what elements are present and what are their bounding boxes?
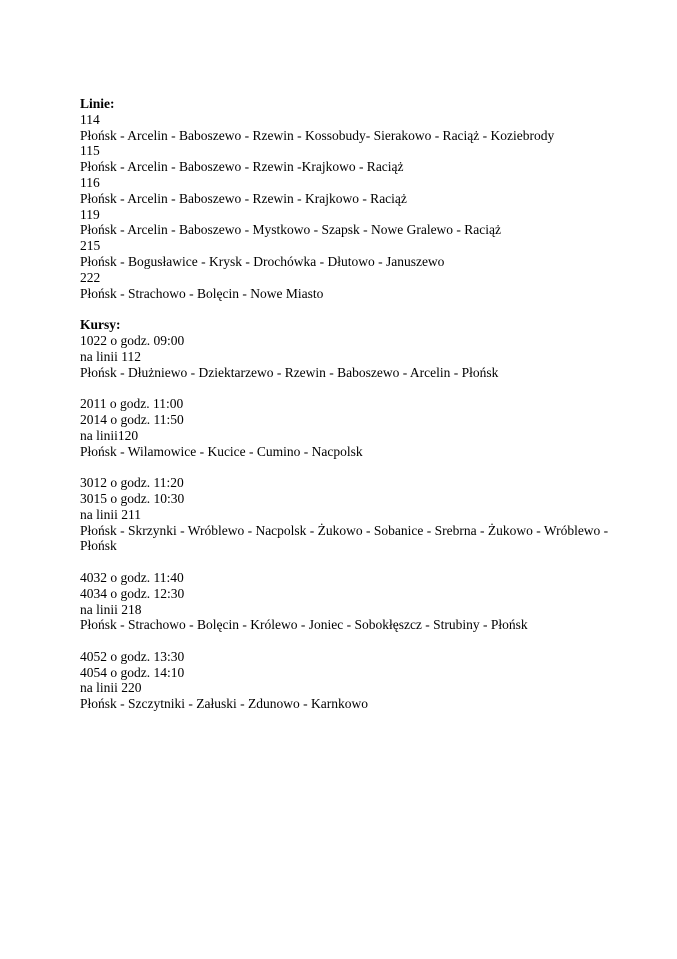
lines-list [80,112,620,302]
group-spacer [80,459,620,475]
group-spacer [80,633,620,649]
section-spacer [80,301,620,317]
course-time: 3012 o godz. 11:20 [80,475,184,491]
course-time: 3015 o godz. 10:30 [80,490,185,506]
line-route-116: Płońsk - Arcelin - Baboszewo - Rzewin - Krajkowo - Raciąż [80,190,407,206]
line-number-215: 215 [80,238,101,254]
course-route: Płońsk - Strachowo - Bolęcin - Królewo - Joniec - Sobokłęszcz - Strubiny - Płońsk [80,617,528,633]
course-line: na linii 220 [80,680,142,696]
line-route-119: Płońsk - Arcelin - Baboszewo - Mystkowo - Szapsk - Nowe Gralewo - Raciąż [80,222,502,238]
course-group-2 [80,396,620,459]
course-group-5 [80,649,620,712]
course-line: na linii120 [80,427,139,443]
course-route: Płońsk - Skrzynki - Wróblewo - Nacpolsk - Żukowo - Sobanice - Srebrna - Żukowo - Wróblewo - Płońsk [80,522,609,554]
line-number-114: 114 [80,111,100,127]
course-line: na linii 112 [80,348,141,364]
course-route: Płońsk - Dłużniewo - Dziektarzewo - Rzewin - Baboszewo - Arcelin - Płońsk [80,364,499,380]
line-number-222: 222 [80,269,101,285]
group-spacer [80,380,620,396]
course-line: na linii 218 [80,601,142,617]
course-group-4 [80,570,620,633]
line-number-116: 116 [80,174,100,190]
course-line: na linii 211 [80,506,141,522]
line-number-115: 115 [80,143,100,159]
line-route-222: Płońsk - Strachowo - Bolęcin - Nowe Miasto [80,285,324,301]
line-route-114: Płońsk - Arcelin - Baboszewo - Rzewin - Kossobudy- Sierakowo - Raciąż - Koziebrody [80,127,555,143]
document-page [80,96,620,712]
courses-heading: Kursy: [80,317,121,333]
course-time: 4052 o godz. 13:30 [80,648,185,664]
course-group-3 [80,475,620,554]
course-time: 4032 o godz. 11:40 [80,569,184,585]
line-route-115: Płońsk - Arcelin - Baboszewo - Rzewin -Krajkowo - Raciąż [80,159,404,175]
group-spacer [80,554,620,570]
course-group-1 [80,333,620,380]
course-time: 2014 o godz. 11:50 [80,411,184,427]
course-time: 4034 o godz. 12:30 [80,585,185,601]
course-time: 2011 o godz. 11:00 [80,396,184,412]
line-number-119: 119 [80,206,100,222]
course-route: Płońsk - Szczytniki - Załuski - Zdunowo - Karnkowo [80,696,368,712]
line-route-215: Płońsk - Bogusławice - Krysk - Drochówka - Dłutowo - Januszewo [80,253,445,269]
lines-heading: Linie: [80,96,115,111]
course-route: Płońsk - Wilamowice - Kucice - Cumino - Nacpolsk [80,443,363,459]
course-time: 4054 o godz. 14:10 [80,664,185,680]
course-time: 1022 o godz. 09:00 [80,332,185,348]
